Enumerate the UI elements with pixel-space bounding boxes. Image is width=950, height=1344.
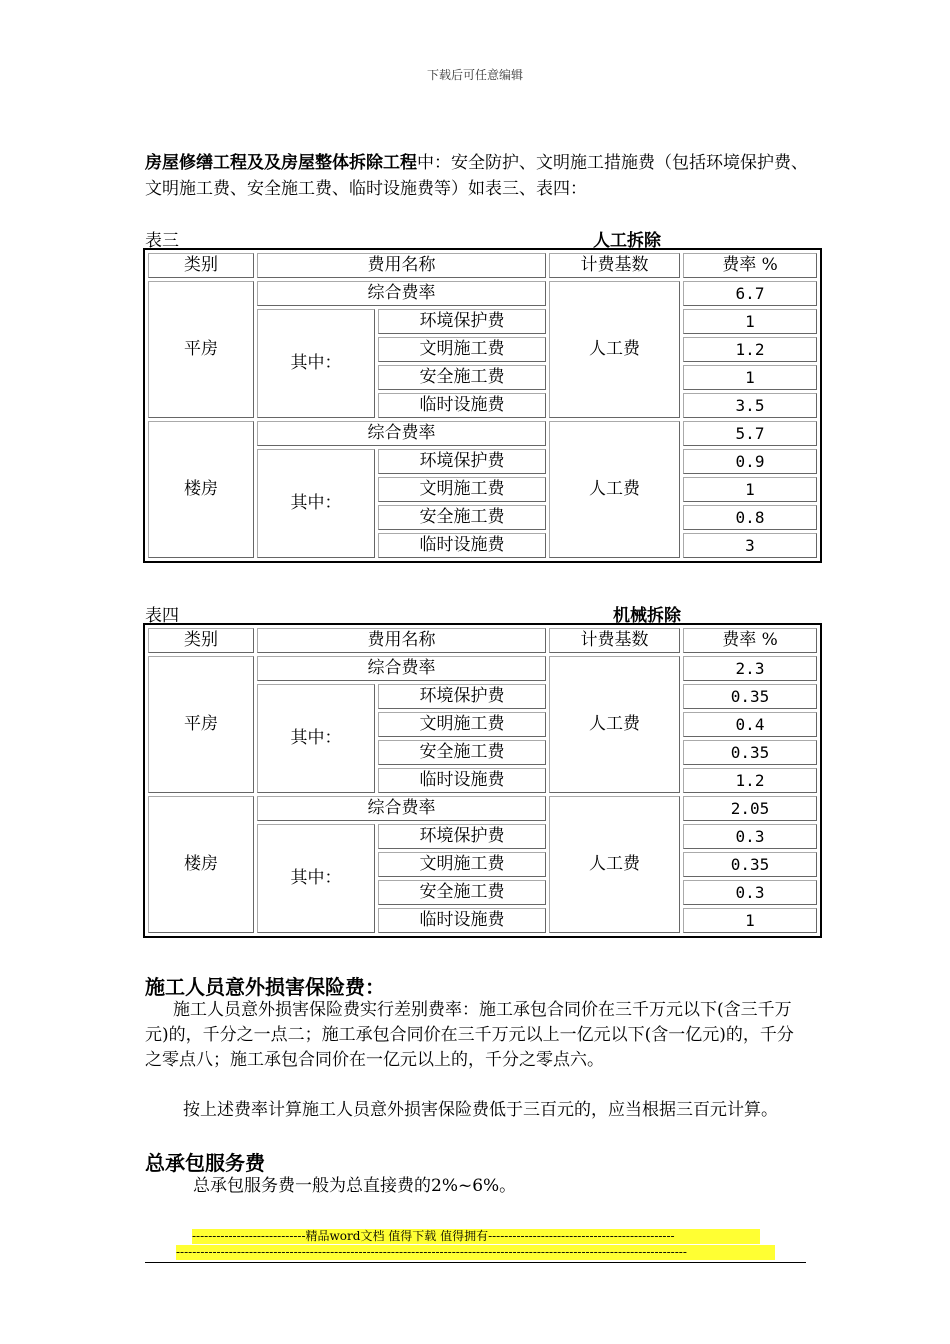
base-labor: 人工费 <box>549 796 680 933</box>
item-civil: 文明施工费 <box>378 477 546 502</box>
item-civil: 文明施工费 <box>378 337 546 362</box>
composite-label: 综合费率 <box>257 421 546 446</box>
intro-paragraph <box>145 150 810 202</box>
base-labor: 人工费 <box>549 421 680 558</box>
header-rate: 费率 % <box>683 253 817 278</box>
footer-ad-line-2: ------------------------------------------------------------------------------------------------------------------------------ <box>176 1245 775 1260</box>
service-paragraph: 总承包服务费一般为总直接费的2%~6%。 <box>193 1176 517 1196</box>
composite-label: 综合费率 <box>257 796 546 821</box>
rate-cell: 1 <box>683 309 817 334</box>
table-row <box>148 796 817 821</box>
category-building: 楼房 <box>148 796 254 933</box>
table-header-row <box>148 628 817 653</box>
item-env: 环境保护费 <box>378 449 546 474</box>
item-civil: 文明施工费 <box>378 852 546 877</box>
header-name: 费用名称 <box>257 253 546 278</box>
rate-cell: 3.5 <box>683 393 817 418</box>
intro-text: 中：安全防护、文明施工措施费（包括环境保护费、文明施工费、安全施工费、临时设施费等）如表三、表四： <box>145 153 808 199</box>
item-civil: 文明施工费 <box>378 712 546 737</box>
rate-cell: 2.05 <box>683 796 817 821</box>
header-base: 计费基数 <box>549 253 680 278</box>
table-row <box>148 656 817 681</box>
rate-cell: 0.4 <box>683 712 817 737</box>
composite-label: 综合费率 <box>257 281 546 306</box>
header-rate: 费率 % <box>683 628 817 653</box>
rate-cell: 0.3 <box>683 880 817 905</box>
base-labor: 人工费 <box>549 656 680 793</box>
rate-cell: 0.35 <box>683 852 817 877</box>
service-title: 总承包服务费 <box>145 1151 265 1175</box>
category-bungalow: 平房 <box>148 281 254 418</box>
item-temp: 临时设施费 <box>378 393 546 418</box>
fee-table-4 <box>143 623 822 938</box>
among-label: 其中： <box>257 824 375 933</box>
item-temp: 临时设施费 <box>378 908 546 933</box>
header-note: 下载后可任意编辑 <box>426 68 523 82</box>
intro-bold: 房屋修缮工程及及房屋整体拆除工程 <box>145 153 417 173</box>
rate-cell: 1.2 <box>683 768 817 793</box>
fee-table-3 <box>143 248 822 563</box>
header-name: 费用名称 <box>257 628 546 653</box>
insurance-paragraph-1: 施工人员意外损害保险费实行差别费率：施工承包合同价在三千万元以下(含三千万元)的，千分之一点二；施工承包合同价在三千万元以上一亿元以下(含一亿元)的，千分之零点八；施工承包合同价在一亿元以上的，千分之零点六。 <box>145 1000 794 1070</box>
header-category: 类别 <box>148 628 254 653</box>
rate-cell: 1 <box>683 908 817 933</box>
item-safety: 安全施工费 <box>378 505 546 530</box>
item-safety: 安全施工费 <box>378 365 546 390</box>
table4-label: 表四 <box>145 606 179 626</box>
table-header-row <box>148 253 817 278</box>
insurance-paragraph-2: 按上述费率计算施工人员意外损害保险费低于三百元的，应当根据三百元计算。 <box>183 1100 778 1120</box>
rate-cell: 0.9 <box>683 449 817 474</box>
table3-label: 表三 <box>145 231 179 251</box>
rate-cell: 1 <box>683 477 817 502</box>
table3-title: 人工拆除 <box>593 231 661 251</box>
rate-cell: 3 <box>683 533 817 558</box>
footer-divider <box>145 1262 806 1263</box>
table4-title: 机械拆除 <box>613 606 681 626</box>
rate-cell: 2.3 <box>683 656 817 681</box>
rate-cell: 0.8 <box>683 505 817 530</box>
item-temp: 临时设施费 <box>378 533 546 558</box>
header-base: 计费基数 <box>549 628 680 653</box>
composite-label: 综合费率 <box>257 656 546 681</box>
rate-cell: 0.35 <box>683 740 817 765</box>
among-label: 其中： <box>257 449 375 558</box>
rate-cell: 0.35 <box>683 684 817 709</box>
rate-cell: 0.3 <box>683 824 817 849</box>
among-label: 其中： <box>257 684 375 793</box>
item-temp: 临时设施费 <box>378 768 546 793</box>
rate-cell: 1.2 <box>683 337 817 362</box>
category-building: 楼房 <box>148 421 254 558</box>
category-bungalow: 平房 <box>148 656 254 793</box>
rate-cell: 1 <box>683 365 817 390</box>
table-row <box>148 421 817 446</box>
item-env: 环境保护费 <box>378 309 546 334</box>
item-env: 环境保护费 <box>378 824 546 849</box>
rate-cell: 6.7 <box>683 281 817 306</box>
insurance-title: 施工人员意外损害保险费： <box>145 975 385 999</box>
item-safety: 安全施工费 <box>378 740 546 765</box>
base-labor: 人工费 <box>549 281 680 418</box>
item-safety: 安全施工费 <box>378 880 546 905</box>
item-env: 环境保护费 <box>378 684 546 709</box>
header-category: 类别 <box>148 253 254 278</box>
table-row <box>148 281 817 306</box>
rate-cell: 5.7 <box>683 421 817 446</box>
footer-ad-line-1: ----------------------------精品word文档 值得下载 值得拥有---------------------------------------------- <box>192 1229 760 1244</box>
among-label: 其中： <box>257 309 375 418</box>
